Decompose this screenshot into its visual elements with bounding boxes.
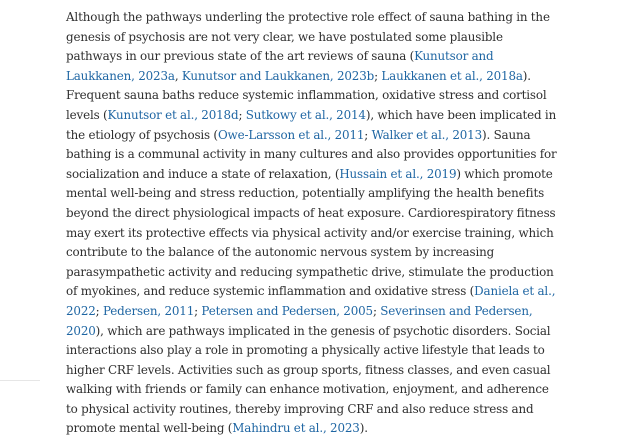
body-text: ). — [359, 421, 368, 436]
body-text: ; — [374, 68, 382, 83]
body-text: ; — [238, 107, 246, 122]
citation-link[interactable]: Kunutsor and Laukkanen, 2023b — [181, 68, 375, 83]
body-paragraph — [66, 8, 562, 439]
body-text: ). Sauna bathing is a communal activity in many cultures and also provides opportunities for socialization and induce a state of relaxation, ( — [66, 127, 557, 181]
body-text: ; — [364, 127, 372, 142]
body-text: ) which promote mental well-being and stress reduction, potentially amplifying the health benefits beyond the direct physiological impacts of heat exposure. Cardiorespiratory fitness may exert its protective effects via physical activity and/or exercise training, which contribute to the balance of the autonomic nervous system by increasing parasympathetic activity and reducing sympathetic drive, stimulate the production of myokines, and reduce systemic inflammation and oxidative stress ( — [66, 166, 556, 299]
margin-divider — [0, 380, 40, 381]
body-text: ), which are pathways implicated in the genesis of psychotic disorders. Social interactions also play a role in promoting a physically active lifestyle that leads to higher CRF levels. Activities such as group sports, fitness classes, and even casual walking with friends or family can enhance motivation, enjoyment, and adherence to physical activity routines, thereby improving CRF and also reduce stress and promote mental well-being ( — [66, 323, 551, 436]
citation-link[interactable]: Hussain et al., 2019 — [339, 166, 457, 181]
body-text: Although the pathways underling the protective role effect of sauna bathing in the genesis of psychosis are not very clear, we have postulated some plausible pathways in our previous state of the art reviews of sauna ( — [66, 10, 550, 64]
body-text: ; — [372, 303, 381, 318]
citation-link[interactable]: Severinsen and Pedersen, 2020 — [66, 303, 533, 338]
citation-link[interactable]: Laukkanen et al., 2018a — [381, 68, 523, 83]
citation-link[interactable]: Daniela et al., 2022 — [66, 284, 556, 318]
citation-link[interactable]: Mahindru et al., 2023 — [232, 421, 360, 436]
citation-link[interactable]: Sutkowy et al., 2014 — [245, 107, 366, 122]
body-text: ; — [95, 303, 103, 318]
body-text: ), which have been implicated in the etiology of psychosis ( — [66, 107, 557, 142]
article-body — [66, 8, 562, 439]
citation-link[interactable]: Pedersen, 2011 — [102, 303, 195, 318]
citation-link[interactable]: Kunutsor et al., 2018d — [107, 107, 239, 122]
citation-link[interactable]: Owe-Larsson et al., 2011 — [217, 127, 365, 142]
citation-link[interactable]: Petersen and Pedersen, 2005 — [201, 303, 373, 318]
citation-link[interactable]: Kunutsor and Laukkanen, 2023a — [66, 49, 494, 83]
body-text: ). Frequent sauna baths reduce systemic inflammation, oxidative stress and cortisol levels ( — [66, 68, 547, 122]
body-text: , — [174, 68, 182, 83]
body-text: ; — [194, 303, 202, 318]
citation-link[interactable]: Walker et al., 2013 — [371, 127, 483, 142]
